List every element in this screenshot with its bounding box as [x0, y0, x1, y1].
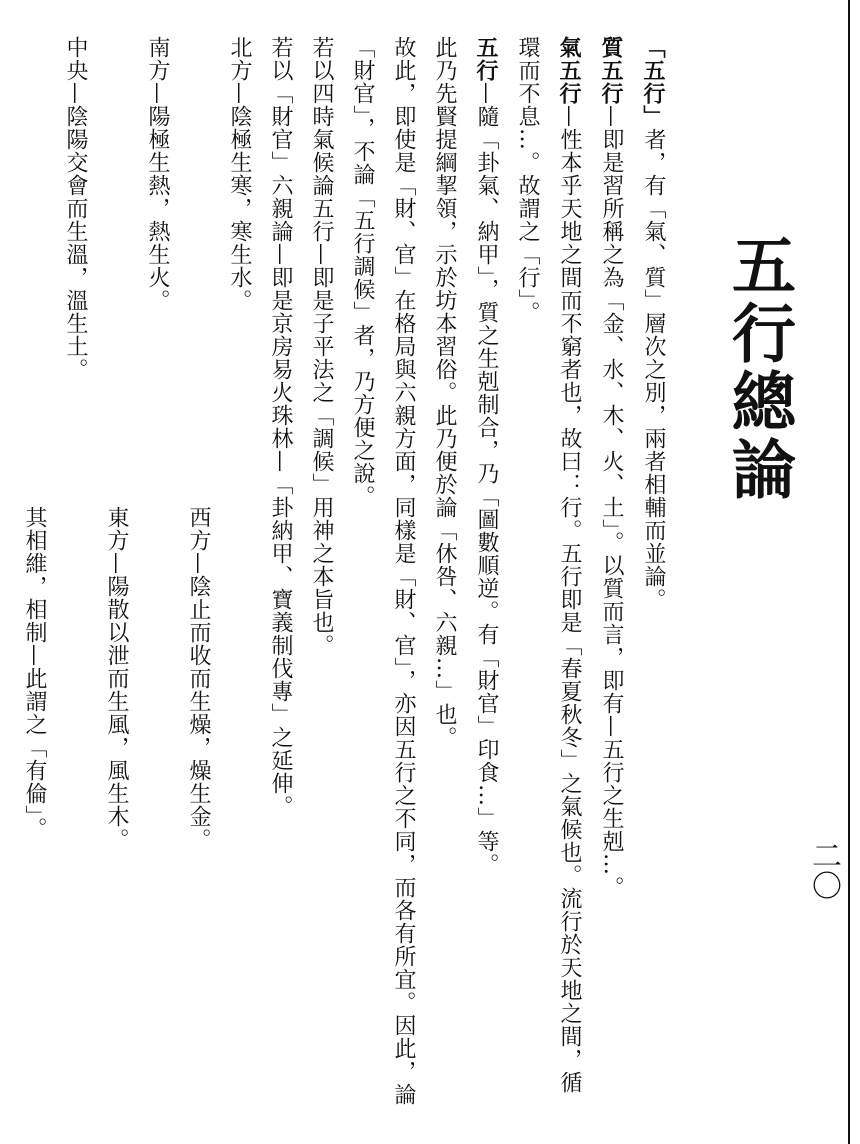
paragraph-text: 若以四時氣候論五行—即是子平法之「調候」用神之本旨也。: [309, 36, 334, 657]
paragraph-intro: [632, 36, 674, 1116]
direction-west: [178, 36, 219, 1116]
paragraph-text: 五行—隨「卦氣、納甲」，質之生剋制合，乃「圖數順逆。有「財官」印食…」等。: [473, 36, 499, 876]
page-title: 五行總論: [721, 232, 796, 504]
direction-text: 北方—陰極生寒，寒生水。: [227, 36, 252, 312]
body-text: [22, 36, 674, 1116]
direction-north: [219, 36, 260, 1116]
paragraph-text: 「五行」者，有「氣、質」層次之別，兩者相輔而並論。: [640, 36, 666, 611]
paragraph-caiguan: [260, 36, 301, 1116]
paragraph-guci: [342, 36, 424, 1116]
direction-text: 南方—陽極生熱，熱生火。: [145, 36, 170, 312]
page-edge-rule: [848, 0, 850, 1144]
paragraph-text: 此乃先賢提綱挈領，示於坊本習俗。此乃便於論「休咎、六親…」也。: [432, 36, 457, 749]
direction-text: 其相維，相制—此謂之「有倫」。: [22, 506, 47, 840]
direction-text: 中央—陰陽交會而生溫，溫生土。: [63, 36, 88, 381]
paragraph-text: 氣五行—性本乎天地之間而不窮者也，故曰：行。五行即是「春夏秋冬」之氣候也。流行於天地之間，循環而不息…。故謂之「行」。: [515, 36, 582, 1094]
direction-text: 東方—陽散以泄而生風，風生木。: [104, 506, 129, 851]
paragraph-sishi: [301, 36, 342, 1116]
paragraph-qi-wuxing: [507, 36, 590, 1116]
direction-center: [55, 36, 96, 1116]
direction-summary: [14, 36, 55, 1116]
lead-term: 氣五行: [556, 36, 582, 105]
paragraph-wuxing: [465, 36, 507, 1116]
direction-south: [137, 36, 178, 1116]
paragraph-zhi-wuxing: [590, 36, 632, 1116]
paragraph-text: 質五行—即是習所稱之為「金、水、木、火、土」。以質而言，即有—五行之生剋…。: [598, 36, 624, 899]
direction-text: 西方—陰止而收而生燥，燥生金。: [186, 506, 211, 851]
paragraph-xianxian: [424, 36, 465, 1116]
page-number: 二〇: [806, 840, 841, 900]
paragraph-text: 若以「財官」六親論—即是京房易火珠林—「卦納甲、寶義制伐專」之延伸。: [268, 36, 293, 818]
lead-term: 質五行: [598, 36, 624, 105]
paragraph-text: 故此，即使是「財、官」在格局與六親方面，同樣是「財、官」，亦因五行之不同，而各有所宜。因此，論「財官」，不論「五行調候」者，乃方便之說。: [350, 36, 416, 1106]
lead-term: 「五行」: [640, 36, 666, 128]
lead-term: 五行: [473, 36, 499, 82]
direction-east: [96, 36, 137, 1116]
